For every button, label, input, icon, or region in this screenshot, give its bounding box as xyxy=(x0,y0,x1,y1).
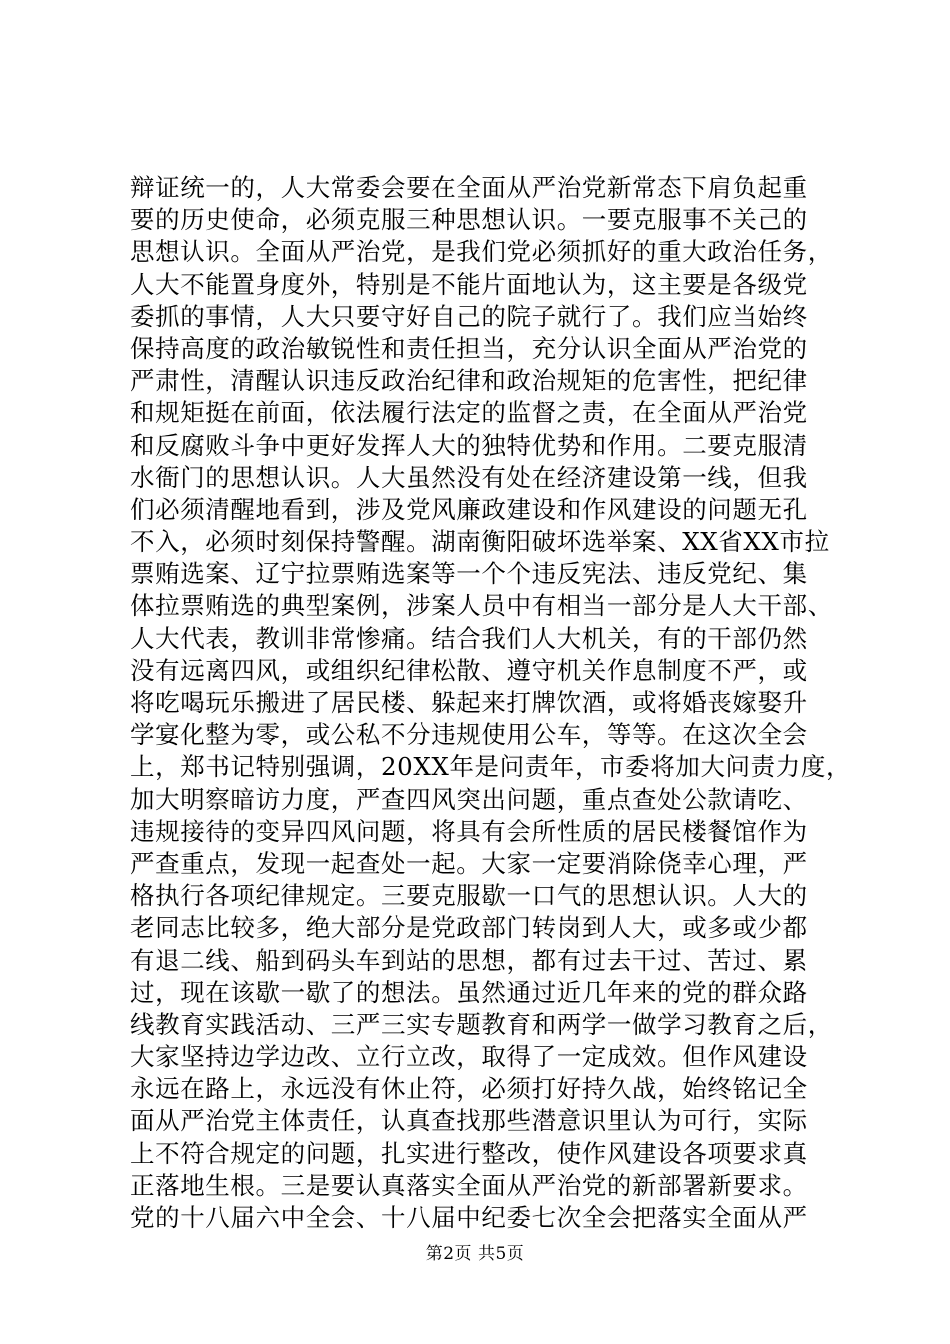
text-line: 辩证统一的，人大常委会要在全面从严治党新常态下肩负起重 xyxy=(130,173,808,202)
text-line: 不入，必须时刻保持警醒。湖南衡阳破坏选举案、XX省XX市拉 xyxy=(130,527,830,557)
text-line: 们必须清醒地看到，涉及党风廉政建设和作风建设的问题无孔 xyxy=(130,494,808,524)
body-text xyxy=(130,172,852,1234)
text-line: 要的历史使命，必须克服三种思想认识。一要克服事不关己的 xyxy=(130,205,808,235)
text-line: 违规接待的变异四风问题，将具有会所性质的居民楼餐馆作为 xyxy=(130,816,808,846)
text-line: 面从严治党主体责任，认真查找那些潜意识里认为可行，实际 xyxy=(130,1106,808,1136)
text-line: 保持高度的政治敏锐性和责任担当，充分认识全面从严治党的 xyxy=(130,333,808,363)
text-line: 学宴化整为零，或公私不分违规使用公车，等等。在这次全会 xyxy=(130,720,808,750)
text-line: 老同志比较多，绝大部分是党政部门转岗到人大，或多或少都 xyxy=(130,913,808,943)
text-line: 没有远离四风，或组织纪律松散、遵守机关作息制度不严，或 xyxy=(130,655,808,685)
text-line: 线教育实践活动、三严三实专题教育和两学一做学习教育之后， xyxy=(130,1009,833,1039)
text-line: 委抓的事情，人大只要守好自己的院子就行了。我们应当始终 xyxy=(130,301,808,331)
text-line: 人大代表，教训非常惨痛。结合我们人大机关，有的干部仍然 xyxy=(130,623,808,653)
text-line: 水衙门的思想认识。人大虽然没有处在经济建设第一线，但我 xyxy=(130,462,808,492)
text-line: 上，郑书记特别强调，20XX年是问责年，市委将加大问责力度， xyxy=(130,752,852,782)
text-line: 正落地生根。三是要认真落实全面从严治党的新部署新要求。 xyxy=(130,1170,808,1200)
text-line: 党的十八届六中全会、十八届中纪委七次全会把落实全面从严 xyxy=(130,1203,808,1232)
page-number-footer: 第2页 共5页 xyxy=(425,1244,525,1264)
text-line: 体拉票贿选的典型案例，涉案人员中有相当一部分是人大干部、 xyxy=(130,591,833,621)
text-line: 过，现在该歇一歇了的想法。虽然通过近几年来的党的群众路 xyxy=(130,977,808,1007)
text-line: 永远在路上，永远没有休止符，必须打好持久战，始终铭记全 xyxy=(130,1074,808,1104)
text-line: 有退二线、船到码头车到站的思想，都有过去干过、苦过、累 xyxy=(130,945,808,975)
text-line: 加大明察暗访力度，严查四风突出问题，重点查处公款请吃、 xyxy=(130,784,808,814)
text-line: 格执行各项纪律规定。三要克服歇一口气的思想认识。人大的 xyxy=(130,881,808,911)
text-line: 上不符合规定的问题，扎实进行整改，使作风建设各项要求真 xyxy=(130,1138,808,1168)
text-line: 票贿选案、辽宁拉票贿选案等一个个违反宪法、违反党纪、集 xyxy=(130,559,808,589)
text-line: 将吃喝玩乐搬进了居民楼、躲起来打牌饮酒，或将婚丧嫁娶升 xyxy=(130,688,808,717)
text-line: 人大不能置身度外，特别是不能片面地认为，这主要是各级党 xyxy=(130,269,808,299)
text-line: 大家坚持边学边改、立行立改，取得了一定成效。但作风建设 xyxy=(130,1042,808,1072)
text-line: 思想认识。全面从严治党，是我们党必须抓好的重大政治任务， xyxy=(130,237,833,267)
text-line: 和规矩挺在前面，依法履行法定的监督之责，在全面从严治党 xyxy=(130,398,808,428)
text-line: 和反腐败斗争中更好发挥人大的独特优势和作用。二要克服清 xyxy=(130,430,808,460)
text-line: 严查重点，发现一起查处一起。大家一定要消除侥幸心理，严 xyxy=(130,848,808,878)
text-line: 严肃性，清醒认识违反政治纪律和政治规矩的危害性，把纪律 xyxy=(130,366,808,396)
